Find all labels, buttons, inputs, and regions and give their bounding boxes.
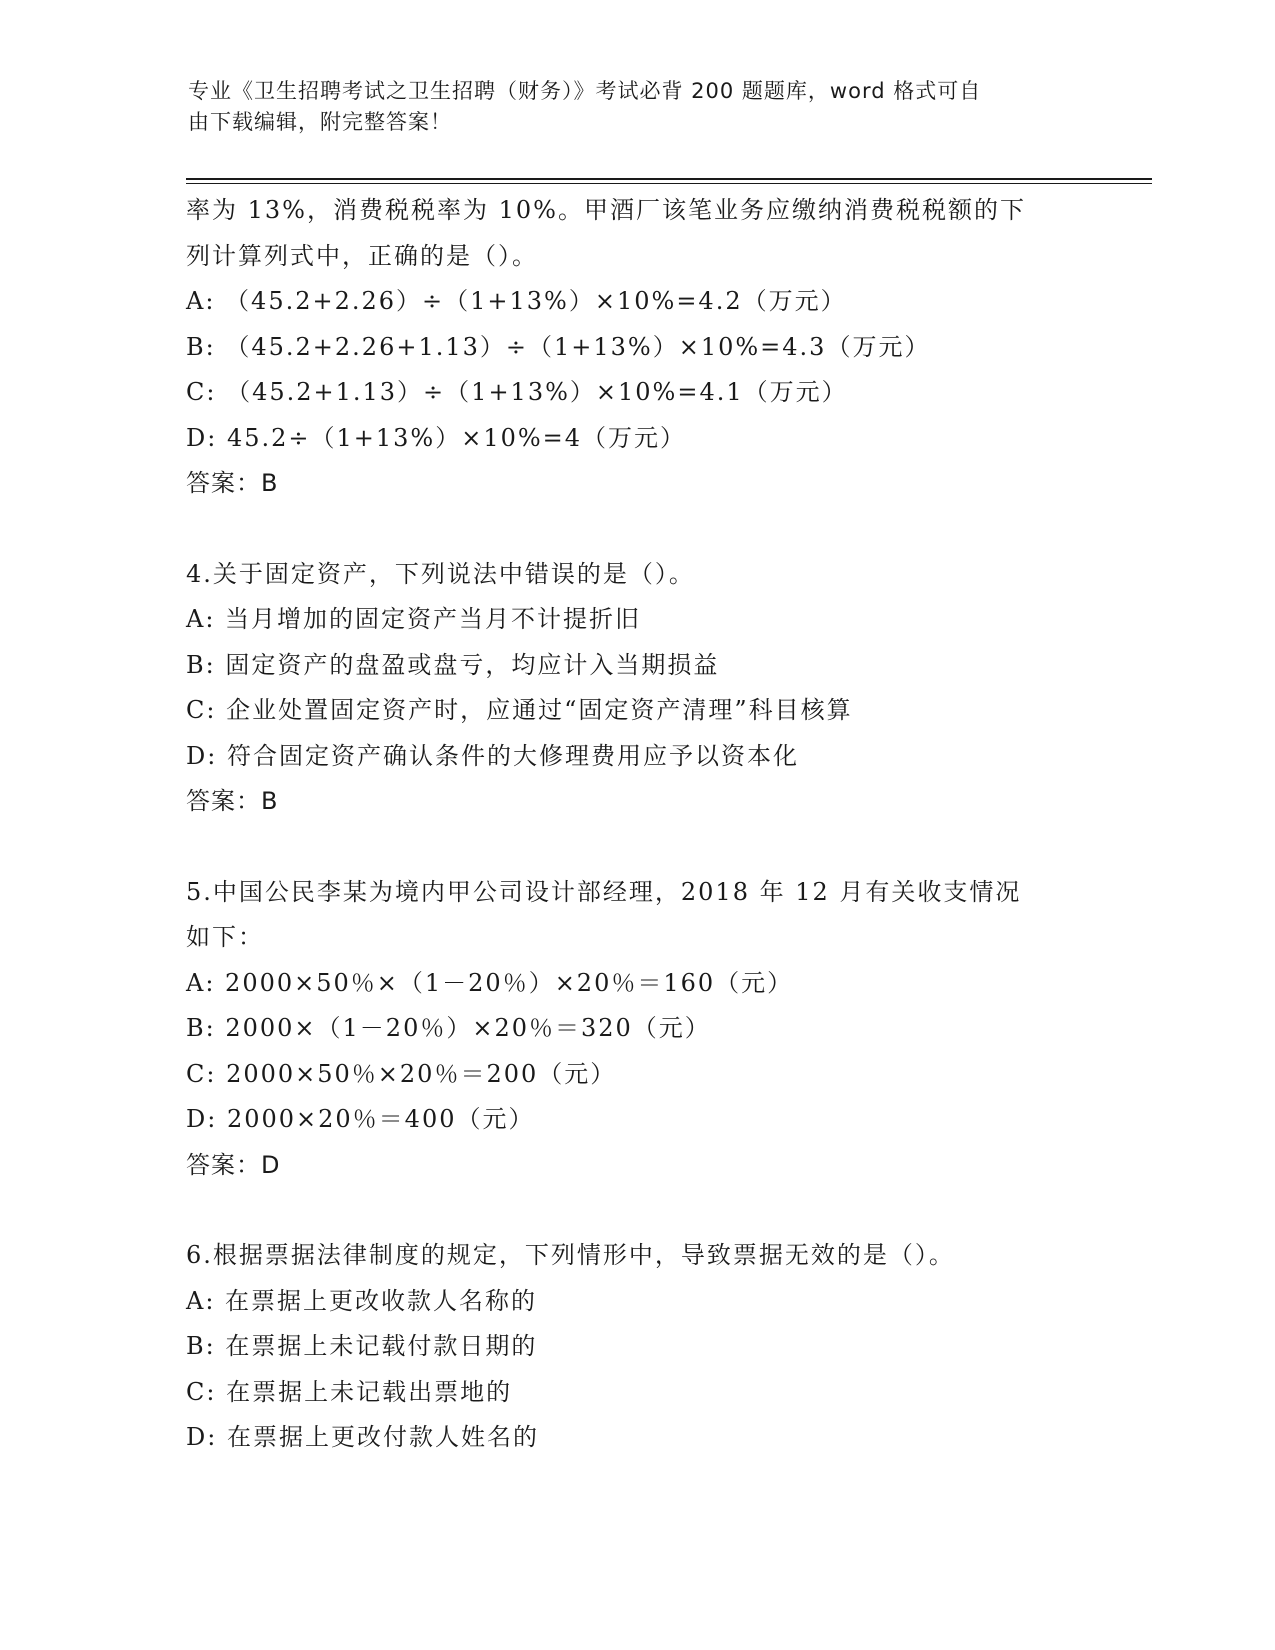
option-b: B: 2000×（1－20％）×20％＝320（元） — [186, 1014, 711, 1042]
question-4 — [186, 552, 1086, 825]
option-c: C: 在票据上未记载出票地的 — [186, 1377, 513, 1406]
question-stem: 列计算列式中，正确的是（）。 — [186, 241, 538, 270]
question-stem: 6.根据票据法律制度的规定，下列情形中，导致票据无效的是（）。 — [186, 1241, 955, 1269]
answer-label: 答案：D — [186, 1150, 281, 1179]
option-a: A: 当月增加的固定资产当月不计提折旧 — [186, 605, 642, 633]
question-stem: 4.关于固定资产，下列说法中错误的是（）。 — [186, 559, 695, 588]
question-stem: 如下： — [186, 923, 264, 951]
header-rule-thick — [186, 178, 1152, 180]
option-a: A: 在票据上更改收款人名称的 — [186, 1286, 538, 1315]
answer-label: 答案：B — [186, 469, 279, 497]
option-b: B: 固定资产的盘盈或盘亏，均应计入当期损益 — [186, 650, 720, 679]
question-5 — [186, 870, 1086, 1189]
header-rule-thin — [186, 183, 1152, 184]
document-header — [188, 76, 1068, 138]
option-a: A: （45.2+2.26）÷（1+13%）×10%=4.2（万元） — [186, 287, 847, 315]
option-d: D: 45.2÷（1+13%）×10%=4（万元） — [186, 423, 687, 452]
option-d: D: 在票据上更改付款人姓名的 — [186, 1423, 539, 1451]
option-a: A: 2000×50％×（1－20％）×20％＝160（元） — [186, 968, 794, 997]
header-title-line-1: 专业《卫生招聘考试之卫生招聘（财务）》考试必背 200 题题库，word 格式可自 — [188, 79, 982, 103]
question-stem: 5.中国公民李某为境内甲公司设计部经理，2018 年 12 月有关收支情况 — [186, 877, 1022, 906]
question-3 — [186, 188, 1086, 507]
option-b: B: 在票据上未记载付款日期的 — [186, 1332, 538, 1360]
option-c: C: 企业处置固定资产时，应通过“固定资产清理”科目核算 — [186, 696, 853, 724]
option-d: D: 2000×20％＝400（元） — [186, 1105, 535, 1133]
question-stem: 率为 13%，消费税税率为 10%。甲酒厂该笔业务应缴纳消费税税额的下 — [186, 196, 1026, 224]
header-title-line-2: 由下载编辑，附完整答案！ — [188, 110, 452, 134]
question-6 — [186, 1233, 1086, 1461]
option-d: D: 符合固定资产确认条件的大修理费用应予以资本化 — [186, 741, 799, 770]
answer-label: 答案：B — [186, 787, 279, 815]
option-c: C: 2000×50％×20％＝200（元） — [186, 1059, 617, 1088]
option-b: B: （45.2+2.26+1.13）÷（1+13%）×10%=4.3（万元） — [186, 332, 931, 361]
question-list — [186, 188, 1086, 1461]
option-c: C: （45.2+1.13）÷（1+13%）×10%=4.1（万元） — [186, 378, 848, 406]
